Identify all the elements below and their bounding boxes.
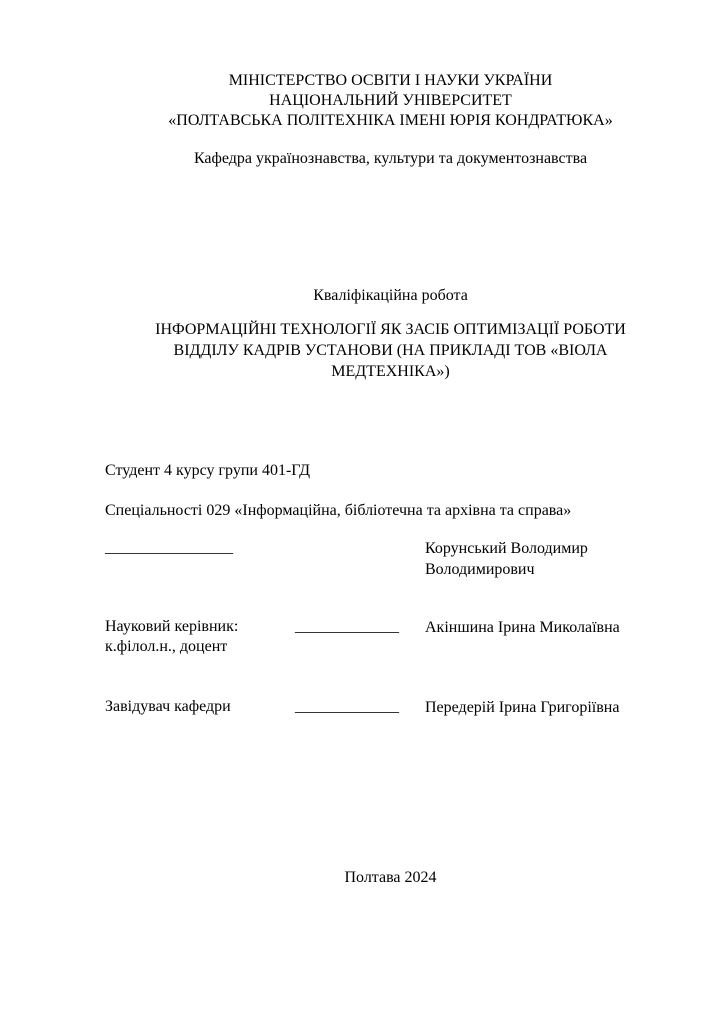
supervisor-signature-line: _____________ — [295, 618, 399, 635]
university-name-line2: «ПОЛТАВСЬКА ПОЛІТЕХНІКА ІМЕНІ ЮРІЯ КОНДРАТЮКА» — [168, 112, 613, 129]
supervisor-name: Акіншина Ірина Миколаївна — [425, 619, 620, 636]
student-specialty-line: Спеціальності 029 «Інформаційна, бібліотечна та архівна та справа» — [105, 502, 572, 519]
work-title-line: МЕДТЕХНІКА») — [331, 363, 450, 380]
city-year-line: Полтава 2024 — [344, 869, 437, 886]
student-signature-line: ________________ — [105, 539, 233, 556]
work-type-label: Кваліфікаційна робота — [313, 287, 468, 304]
department-line: Кафедра українознавства, культури та документознавства — [193, 150, 588, 167]
department-head-role: Завідувач кафедри — [105, 698, 231, 715]
department-head-signature-line: _____________ — [295, 698, 399, 715]
student-name: Корунський Володимир Володимирович — [425, 540, 588, 578]
department-head-name: Передерій Ірина Григоріївна — [425, 699, 620, 716]
work-title-line: ІНФОРМАЦІЙНІ ТЕХНОЛОГІЇ ЯК ЗАСІБ ОПТИМІЗАЦІЇ РОБОТИ — [155, 321, 626, 338]
student-course-line: Студент 4 курсу групи 401-ГД — [105, 462, 311, 479]
supervisor-role-line2: к.філол.н., доцент — [105, 638, 228, 655]
university-name-line1: НАЦІОНАЛЬНИЙ УНІВЕРСИТЕТ — [269, 92, 512, 109]
supervisor-role-line1: Науковий керівник: — [105, 618, 239, 635]
ministry-line: МІНІСТЕРСТВО ОСВІТИ І НАУКИ УКРАЇНИ — [228, 72, 553, 89]
supervisor-role — [105, 617, 295, 657]
university-header — [105, 71, 676, 131]
work-title — [105, 319, 676, 382]
work-title-line: ВІДДІЛУ КАДРІВ УСТАНОВИ (НА ПРИКЛАДІ ТОВ «ВІОЛА — [173, 342, 608, 359]
